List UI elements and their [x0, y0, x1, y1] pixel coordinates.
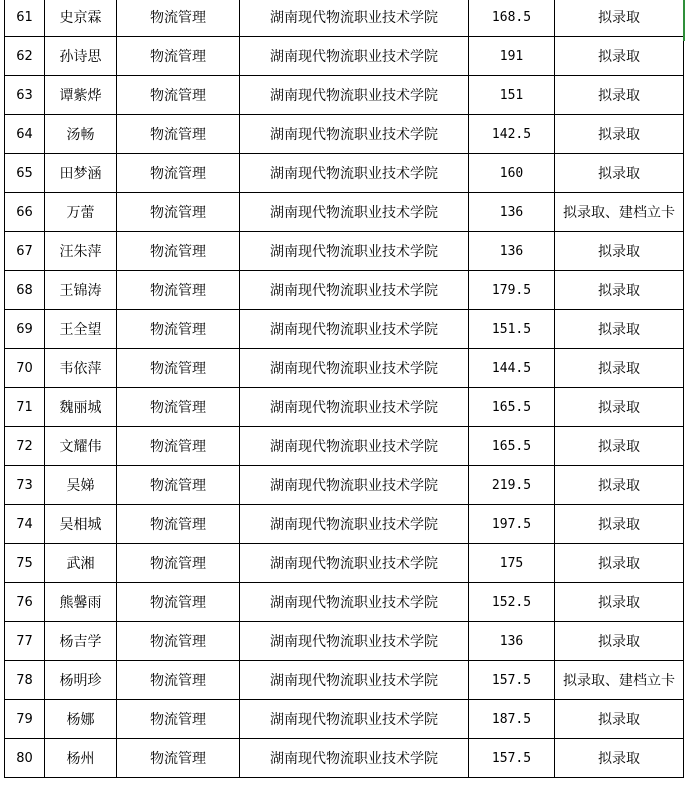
cell-major: 物流管理: [117, 700, 240, 739]
cell-number: 69: [5, 310, 45, 349]
cell-status: 拟录取: [555, 154, 684, 193]
cell-score: 136: [469, 193, 555, 232]
cell-number: 67: [5, 232, 45, 271]
cell-major: 物流管理: [117, 583, 240, 622]
table-row: [5, 0, 684, 37]
cell-number: 63: [5, 76, 45, 115]
cell-name: 汪朱萍: [45, 232, 117, 271]
cell-number: 64: [5, 115, 45, 154]
table-row: [5, 700, 684, 739]
cell-school: 湖南现代物流职业技术学院: [240, 232, 469, 271]
cell-score: 157.5: [469, 739, 555, 778]
cell-major: 物流管理: [117, 154, 240, 193]
cell-status: 拟录取: [555, 700, 684, 739]
cell-major: 物流管理: [117, 0, 240, 37]
table-row: [5, 193, 684, 232]
cell-school: 湖南现代物流职业技术学院: [240, 271, 469, 310]
cell-number: 65: [5, 154, 45, 193]
cell-school: 湖南现代物流职业技术学院: [240, 622, 469, 661]
table-row: [5, 583, 684, 622]
cell-status: 拟录取: [555, 739, 684, 778]
table-row: [5, 271, 684, 310]
table-row: [5, 427, 684, 466]
cell-number: 72: [5, 427, 45, 466]
table-row: [5, 37, 684, 76]
cell-number: 75: [5, 544, 45, 583]
cell-name: 史京霖: [45, 0, 117, 37]
cell-major: 物流管理: [117, 388, 240, 427]
cell-major: 物流管理: [117, 271, 240, 310]
cell-school: 湖南现代物流职业技术学院: [240, 583, 469, 622]
cell-score: 157.5: [469, 661, 555, 700]
cell-school: 湖南现代物流职业技术学院: [240, 76, 469, 115]
cell-major: 物流管理: [117, 37, 240, 76]
cell-status: 拟录取: [555, 349, 684, 388]
cell-number: 79: [5, 700, 45, 739]
table-row: [5, 739, 684, 778]
cell-name: 杨吉学: [45, 622, 117, 661]
cell-status: 拟录取: [555, 0, 684, 37]
cell-major: 物流管理: [117, 739, 240, 778]
cell-school: 湖南现代物流职业技术学院: [240, 349, 469, 388]
cell-name: 文耀伟: [45, 427, 117, 466]
table-row: [5, 505, 684, 544]
cell-school: 湖南现代物流职业技术学院: [240, 37, 469, 76]
cell-status: 拟录取: [555, 37, 684, 76]
cell-number: 76: [5, 583, 45, 622]
cell-major: 物流管理: [117, 661, 240, 700]
table-row: [5, 622, 684, 661]
cell-status: 拟录取: [555, 622, 684, 661]
cell-school: 湖南现代物流职业技术学院: [240, 115, 469, 154]
table-body: [5, 0, 684, 778]
cell-score: 165.5: [469, 388, 555, 427]
cell-status: 拟录取: [555, 544, 684, 583]
cell-school: 湖南现代物流职业技术学院: [240, 427, 469, 466]
cell-major: 物流管理: [117, 310, 240, 349]
table-row: [5, 388, 684, 427]
cell-school: 湖南现代物流职业技术学院: [240, 700, 469, 739]
cell-school: 湖南现代物流职业技术学院: [240, 661, 469, 700]
cell-major: 物流管理: [117, 544, 240, 583]
cell-major: 物流管理: [117, 115, 240, 154]
cell-major: 物流管理: [117, 466, 240, 505]
table-row: [5, 349, 684, 388]
cell-name: 杨明珍: [45, 661, 117, 700]
cell-score: 142.5: [469, 115, 555, 154]
cell-school: 湖南现代物流职业技术学院: [240, 466, 469, 505]
table-row: [5, 115, 684, 154]
table-row: [5, 232, 684, 271]
cell-status: 拟录取: [555, 271, 684, 310]
cell-score: 151.5: [469, 310, 555, 349]
cell-school: 湖南现代物流职业技术学院: [240, 154, 469, 193]
cell-school: 湖南现代物流职业技术学院: [240, 310, 469, 349]
cell-name: 吴相城: [45, 505, 117, 544]
cell-major: 物流管理: [117, 622, 240, 661]
cell-number: 70: [5, 349, 45, 388]
cell-name: 汤畅: [45, 115, 117, 154]
cell-score: 136: [469, 622, 555, 661]
cell-name: 韦依萍: [45, 349, 117, 388]
cell-score: 168.5: [469, 0, 555, 37]
cell-number: 62: [5, 37, 45, 76]
cell-number: 77: [5, 622, 45, 661]
cell-score: 219.5: [469, 466, 555, 505]
cell-score: 197.5: [469, 505, 555, 544]
cell-score: 144.5: [469, 349, 555, 388]
cell-score: 165.5: [469, 427, 555, 466]
cell-status: 拟录取: [555, 466, 684, 505]
cell-number: 68: [5, 271, 45, 310]
cell-major: 物流管理: [117, 505, 240, 544]
cell-number: 78: [5, 661, 45, 700]
cell-number: 61: [5, 0, 45, 37]
table-row: [5, 154, 684, 193]
cell-status: 拟录取、建档立卡: [555, 193, 684, 232]
cell-status: 拟录取: [555, 583, 684, 622]
cell-school: 湖南现代物流职业技术学院: [240, 193, 469, 232]
cell-school: 湖南现代物流职业技术学院: [240, 739, 469, 778]
cell-status: 拟录取: [555, 76, 684, 115]
cell-name: 武湘: [45, 544, 117, 583]
cell-name: 魏丽城: [45, 388, 117, 427]
cell-number: 80: [5, 739, 45, 778]
cell-name: 杨娜: [45, 700, 117, 739]
cell-score: 136: [469, 232, 555, 271]
cell-number: 73: [5, 466, 45, 505]
cell-status: 拟录取: [555, 427, 684, 466]
cell-number: 66: [5, 193, 45, 232]
cell-name: 熊馨雨: [45, 583, 117, 622]
cell-major: 物流管理: [117, 349, 240, 388]
cell-major: 物流管理: [117, 76, 240, 115]
cell-status: 拟录取: [555, 505, 684, 544]
cell-score: 160: [469, 154, 555, 193]
cell-name: 王全望: [45, 310, 117, 349]
cell-name: 孙诗思: [45, 37, 117, 76]
cell-status: 拟录取: [555, 388, 684, 427]
cell-major: 物流管理: [117, 232, 240, 271]
cell-score: 151: [469, 76, 555, 115]
cell-status: 拟录取: [555, 310, 684, 349]
cell-school: 湖南现代物流职业技术学院: [240, 388, 469, 427]
cell-name: 田梦涵: [45, 154, 117, 193]
cell-status: 拟录取: [555, 232, 684, 271]
cell-name: 谭紫烨: [45, 76, 117, 115]
cell-name: 杨州: [45, 739, 117, 778]
cell-status: 拟录取、建档立卡: [555, 661, 684, 700]
cell-number: 74: [5, 505, 45, 544]
cell-status: 拟录取: [555, 115, 684, 154]
cell-school: 湖南现代物流职业技术学院: [240, 544, 469, 583]
cell-name: 吴娣: [45, 466, 117, 505]
table-row: [5, 466, 684, 505]
table-row: [5, 76, 684, 115]
cell-name: 万蕾: [45, 193, 117, 232]
table-row: [5, 310, 684, 349]
cell-major: 物流管理: [117, 193, 240, 232]
cell-score: 152.5: [469, 583, 555, 622]
cell-name: 王锦涛: [45, 271, 117, 310]
cell-score: 175: [469, 544, 555, 583]
cell-number: 71: [5, 388, 45, 427]
cell-school: 湖南现代物流职业技术学院: [240, 0, 469, 37]
admission-table: [4, 0, 684, 778]
cell-score: 191: [469, 37, 555, 76]
cell-score: 179.5: [469, 271, 555, 310]
cell-school: 湖南现代物流职业技术学院: [240, 505, 469, 544]
cell-score: 187.5: [469, 700, 555, 739]
table-row: [5, 661, 684, 700]
cell-major: 物流管理: [117, 427, 240, 466]
table-row: [5, 544, 684, 583]
